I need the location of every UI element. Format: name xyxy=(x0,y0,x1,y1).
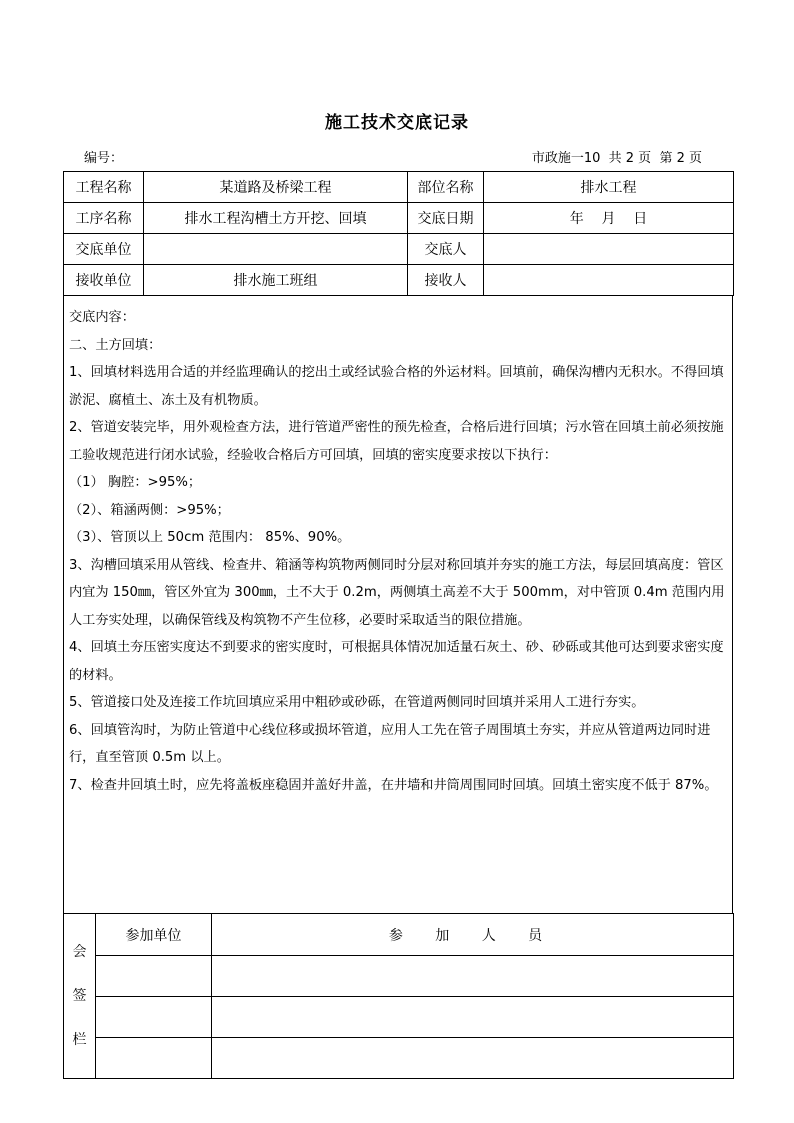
info-row-receiving-unit xyxy=(64,265,734,296)
page-info: 市政施一10 共 2 页 第 2 页 xyxy=(531,151,702,166)
content-item-5: 5、管道接口处及连接工作坑回填应采用中粗砂或砂砾，在管道两侧同时回填并采用人工进行夯实。 xyxy=(69,695,645,710)
handover-content xyxy=(69,304,727,799)
content-box xyxy=(63,296,733,914)
content-item-4: 4、回填土夯压密实度达不到要求的密实度时，可根据具体情况加适量石灰土、砂、砂砾或其他可达到要求密实度的材料。 xyxy=(69,640,724,683)
value-handover-date: 年 月 日 xyxy=(484,203,734,234)
label-process-name: 工序名称 xyxy=(64,203,144,234)
sign-unit-cell xyxy=(96,1038,212,1079)
label-handover-person: 交底人 xyxy=(408,234,484,265)
content-section-title: 二、土方回填： xyxy=(69,337,162,353)
label-part-name: 部位名称 xyxy=(408,172,484,203)
header-participating-unit: 参加单位 xyxy=(96,914,212,956)
label-handover-unit: 交底单位 xyxy=(64,234,144,265)
sign-unit-cell xyxy=(96,997,212,1038)
value-receiving-unit: 排水施工班组 xyxy=(144,265,408,296)
content-item-1: 1、回填材料选用合适的并经监理确认的挖出土或经试验合格的外运材料。回填前，确保沟槽内无积水。不得回填淤泥、腐植土、冻土及有机物质。 xyxy=(69,365,724,408)
sign-people-cell xyxy=(212,1038,734,1079)
content-item-2: 2、管道安装完毕，用外观检查方法，进行管道严密性的预先检查，合格后进行回填；污水管在回填土前必须按施工验收规范进行闭水试验，经验收合格后方可回填，回填的密实度要求按以下执行： xyxy=(69,420,724,463)
value-process-name: 排水工程沟槽土方开挖、回填 xyxy=(144,203,408,234)
sign-row xyxy=(64,997,734,1038)
sign-side-char-2: 签 xyxy=(72,988,87,1004)
label-project-name: 工程名称 xyxy=(64,172,144,203)
sign-people-cell xyxy=(212,997,734,1038)
content-subitem-2: （2）、箱涵两侧：>95%； xyxy=(69,502,230,518)
content-heading: 交底内容： xyxy=(69,310,135,325)
sign-people-cell xyxy=(212,956,734,997)
sign-side-char-3: 栏 xyxy=(72,1032,87,1048)
info-row-handover-unit xyxy=(64,234,734,265)
value-project-name: 某道路及桥梁工程 xyxy=(144,172,408,203)
sign-unit-cell xyxy=(96,956,212,997)
info-row-project xyxy=(64,172,734,203)
content-item-6: 6、回填管沟时，为防止管道中心线位移或损坏管道，应用人工先在管子周围填土夯实，并应从管道两边同时进行，直至管顶 0.5m 以上。 xyxy=(69,722,711,765)
label-receiving-unit: 接收单位 xyxy=(64,265,144,296)
document-number-label: 编号： xyxy=(84,151,124,166)
value-handover-unit xyxy=(144,234,408,265)
sign-header-row xyxy=(64,914,734,956)
value-part-name: 排水工程 xyxy=(484,172,734,203)
sign-side-char-1: 会 xyxy=(72,944,87,960)
sign-row xyxy=(64,1038,734,1079)
content-subitem-1: （1） 胸腔：>95%； xyxy=(69,475,202,490)
content-item-3: 3、沟槽回填采用从管线、检查井、箱涵等构筑物两侧同时分层对称回填并夯实的施工方法，每层回填高度：管区内宜为 150㎜，管区外宜为 300㎜，土不大于 0.2m，两侧填土高差不大于 500mm，对中管顶 0.4m 范围内用人工夯实处理，以确保管线及构筑物不产生位移，必要时采取适当的限位措施。 xyxy=(69,557,725,628)
sign-side-label xyxy=(64,914,96,1079)
document-title: 施工技术交底记录 xyxy=(325,113,469,133)
content-subitem-3: （3）、管顶以上 50cm 范围内： 85%、90%。 xyxy=(69,530,351,545)
header-participants: 参 加 人 员 xyxy=(212,914,734,956)
info-table xyxy=(63,171,734,296)
info-row-process xyxy=(64,203,734,234)
sign-table xyxy=(63,913,734,1079)
value-handover-person xyxy=(484,234,734,265)
value-receiver xyxy=(484,265,734,296)
content-item-7: 7、检查井回填土时，应先将盖板座稳固并盖好井盖，在井墙和井筒周围同时回填。回填土密实度不低于 87%。 xyxy=(69,777,718,793)
label-receiver: 接收人 xyxy=(408,265,484,296)
label-handover-date: 交底日期 xyxy=(408,203,484,234)
sign-row xyxy=(64,956,734,997)
